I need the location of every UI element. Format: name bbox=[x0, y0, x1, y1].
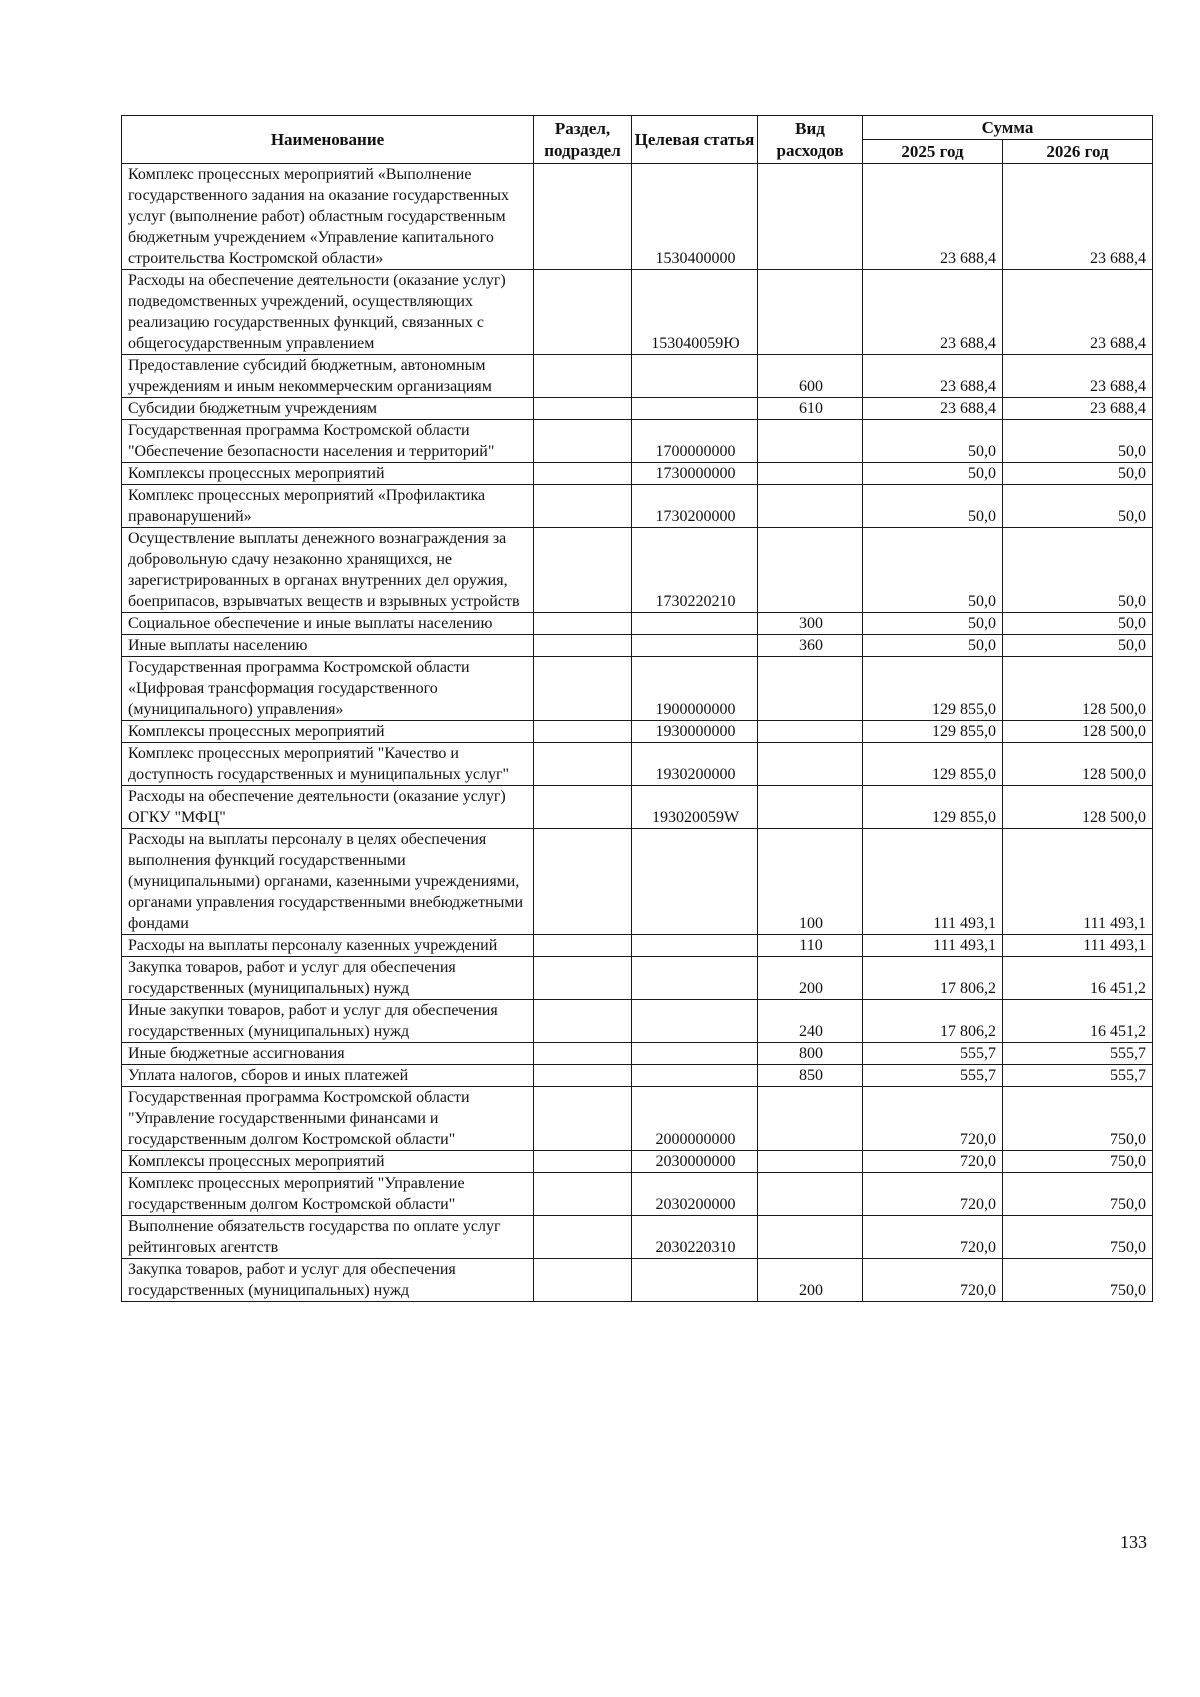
row-amount-2025: 720,0 bbox=[863, 1087, 1003, 1151]
row-section bbox=[534, 420, 632, 463]
table-row bbox=[122, 957, 1153, 1000]
row-amount-2025: 50,0 bbox=[863, 613, 1003, 635]
row-target: 1930000000 bbox=[632, 721, 758, 743]
row-amount-2026: 750,0 bbox=[1003, 1259, 1153, 1302]
table-row bbox=[122, 1043, 1153, 1065]
table-row bbox=[122, 1216, 1153, 1259]
row-target: 1730220210 bbox=[632, 528, 758, 613]
row-section bbox=[534, 829, 632, 935]
table-row bbox=[122, 355, 1153, 398]
row-amount-2026: 50,0 bbox=[1003, 420, 1153, 463]
row-amount-2025: 720,0 bbox=[863, 1259, 1003, 1302]
row-amount-2025: 720,0 bbox=[863, 1216, 1003, 1259]
row-target: 1730000000 bbox=[632, 463, 758, 485]
table-row bbox=[122, 270, 1153, 355]
row-type: 800 bbox=[758, 1043, 863, 1065]
row-target: 2030000000 bbox=[632, 1151, 758, 1173]
header-2026: 2026 год bbox=[1003, 140, 1153, 164]
row-amount-2026: 50,0 bbox=[1003, 613, 1153, 635]
row-amount-2025: 129 855,0 bbox=[863, 786, 1003, 829]
row-type: 360 bbox=[758, 635, 863, 657]
row-section bbox=[534, 463, 632, 485]
row-amount-2025: 50,0 bbox=[863, 528, 1003, 613]
row-amount-2026: 750,0 bbox=[1003, 1173, 1153, 1216]
table-row bbox=[122, 657, 1153, 721]
row-target: 193020059W bbox=[632, 786, 758, 829]
table-row bbox=[122, 398, 1153, 420]
row-section bbox=[534, 485, 632, 528]
table-row bbox=[122, 613, 1153, 635]
row-name: Комплекс процессных мероприятий "Управление государственным долгом Костромской области" bbox=[122, 1173, 534, 1216]
row-amount-2025: 111 493,1 bbox=[863, 829, 1003, 935]
table-header bbox=[122, 116, 1153, 164]
row-amount-2026: 750,0 bbox=[1003, 1216, 1153, 1259]
row-amount-2026: 23 688,4 bbox=[1003, 355, 1153, 398]
row-name: Комплекс процессных мероприятий «Выполнение государственного задания на оказание государственных услуг (выполнение работ) областным государственным бюджетным учреждением «Управление капитального строительства Костромской области» bbox=[122, 164, 534, 270]
row-amount-2026: 50,0 bbox=[1003, 463, 1153, 485]
row-section bbox=[534, 164, 632, 270]
row-name: Комплексы процессных мероприятий bbox=[122, 1151, 534, 1173]
row-target: 1530400000 bbox=[632, 164, 758, 270]
row-name: Государственная программа Костромской области «Цифровая трансформация государственного (муниципального) управления» bbox=[122, 657, 534, 721]
row-section bbox=[534, 1151, 632, 1173]
row-name: Государственная программа Костромской области "Управление государственными финансами и государственным долгом Костромской области" bbox=[122, 1087, 534, 1151]
row-section bbox=[534, 786, 632, 829]
table-row bbox=[122, 1259, 1153, 1302]
header-type: Вид расходов bbox=[758, 116, 863, 164]
row-type bbox=[758, 786, 863, 829]
row-type bbox=[758, 1087, 863, 1151]
row-amount-2026: 555,7 bbox=[1003, 1065, 1153, 1087]
row-section bbox=[534, 743, 632, 786]
row-amount-2025: 720,0 bbox=[863, 1173, 1003, 1216]
row-amount-2025: 129 855,0 bbox=[863, 657, 1003, 721]
row-target bbox=[632, 935, 758, 957]
row-name: Расходы на обеспечение деятельности (оказание услуг) подведомственных учреждений, осуществляющих реализацию государственных функций, связанных с общегосударственным управлением bbox=[122, 270, 534, 355]
row-amount-2026: 16 451,2 bbox=[1003, 1000, 1153, 1043]
table-row bbox=[122, 1173, 1153, 1216]
row-name: Комплексы процессных мероприятий bbox=[122, 721, 534, 743]
row-amount-2026: 128 500,0 bbox=[1003, 786, 1153, 829]
row-amount-2025: 50,0 bbox=[863, 485, 1003, 528]
row-type: 850 bbox=[758, 1065, 863, 1087]
page-number: 133 bbox=[1120, 1532, 1147, 1552]
row-name: Государственная программа Костромской области "Обеспечение безопасности населения и территорий" bbox=[122, 420, 534, 463]
table-row bbox=[122, 164, 1153, 270]
row-target bbox=[632, 1043, 758, 1065]
row-amount-2026: 111 493,1 bbox=[1003, 935, 1153, 957]
row-type bbox=[758, 657, 863, 721]
row-type bbox=[758, 164, 863, 270]
row-name: Выполнение обязательств государства по оплате услуг рейтинговых агентств bbox=[122, 1216, 534, 1259]
row-type bbox=[758, 1173, 863, 1216]
header-section: Раздел, подраздел bbox=[534, 116, 632, 164]
row-name: Комплекс процессных мероприятий «Профилактика правонарушений» bbox=[122, 485, 534, 528]
row-amount-2026: 111 493,1 bbox=[1003, 829, 1153, 935]
row-section bbox=[534, 635, 632, 657]
row-name: Расходы на выплаты персоналу в целях обеспечения выполнения функций государственными (муниципальными) органами, казенными учреждениями, органами управления государственными внебюджетными фондами bbox=[122, 829, 534, 935]
row-amount-2026: 555,7 bbox=[1003, 1043, 1153, 1065]
row-section bbox=[534, 270, 632, 355]
row-type: 610 bbox=[758, 398, 863, 420]
row-section bbox=[534, 1065, 632, 1087]
row-type bbox=[758, 1151, 863, 1173]
table-row bbox=[122, 420, 1153, 463]
row-name: Расходы на обеспечение деятельности (оказание услуг) ОГКУ "МФЦ" bbox=[122, 786, 534, 829]
header-sum: Сумма bbox=[863, 116, 1153, 140]
header-name: Наименование bbox=[122, 116, 534, 164]
row-type bbox=[758, 721, 863, 743]
row-amount-2026: 128 500,0 bbox=[1003, 743, 1153, 786]
row-section bbox=[534, 1043, 632, 1065]
table-row bbox=[122, 463, 1153, 485]
table-row bbox=[122, 1065, 1153, 1087]
table-row bbox=[122, 635, 1153, 657]
row-section bbox=[534, 1216, 632, 1259]
row-amount-2026: 50,0 bbox=[1003, 485, 1153, 528]
row-amount-2025: 17 806,2 bbox=[863, 957, 1003, 1000]
row-target bbox=[632, 355, 758, 398]
table-row bbox=[122, 1000, 1153, 1043]
row-amount-2026: 750,0 bbox=[1003, 1087, 1153, 1151]
row-amount-2025: 23 688,4 bbox=[863, 355, 1003, 398]
row-target bbox=[632, 957, 758, 1000]
header-target: Целевая статья bbox=[632, 116, 758, 164]
row-amount-2025: 50,0 bbox=[863, 635, 1003, 657]
row-amount-2026: 50,0 bbox=[1003, 635, 1153, 657]
table-row bbox=[122, 829, 1153, 935]
row-type bbox=[758, 1216, 863, 1259]
row-type bbox=[758, 270, 863, 355]
row-section bbox=[534, 398, 632, 420]
row-name: Иные закупки товаров, работ и услуг для обеспечения государственных (муниципальных) нужд bbox=[122, 1000, 534, 1043]
row-amount-2026: 23 688,4 bbox=[1003, 398, 1153, 420]
row-amount-2025: 720,0 bbox=[863, 1151, 1003, 1173]
row-name: Закупка товаров, работ и услуг для обеспечения государственных (муниципальных) нужд bbox=[122, 957, 534, 1000]
row-target: 2030220310 bbox=[632, 1216, 758, 1259]
row-amount-2025: 555,7 bbox=[863, 1043, 1003, 1065]
row-amount-2025: 17 806,2 bbox=[863, 1000, 1003, 1043]
table-row bbox=[122, 786, 1153, 829]
row-amount-2026: 128 500,0 bbox=[1003, 657, 1153, 721]
row-amount-2025: 23 688,4 bbox=[863, 398, 1003, 420]
row-name: Предоставление субсидий бюджетным, автономным учреждениям и иным некоммерческим организациям bbox=[122, 355, 534, 398]
row-section bbox=[534, 1259, 632, 1302]
row-target bbox=[632, 1000, 758, 1043]
row-section bbox=[534, 528, 632, 613]
row-target bbox=[632, 398, 758, 420]
row-section bbox=[534, 613, 632, 635]
row-amount-2026: 50,0 bbox=[1003, 528, 1153, 613]
table-row bbox=[122, 743, 1153, 786]
row-target: 2030200000 bbox=[632, 1173, 758, 1216]
row-type: 600 bbox=[758, 355, 863, 398]
row-type bbox=[758, 743, 863, 786]
table-row bbox=[122, 1087, 1153, 1151]
table-row bbox=[122, 528, 1153, 613]
row-amount-2025: 129 855,0 bbox=[863, 743, 1003, 786]
row-type bbox=[758, 420, 863, 463]
row-name: Иные выплаты населению bbox=[122, 635, 534, 657]
table-row bbox=[122, 935, 1153, 957]
row-section bbox=[534, 1173, 632, 1216]
row-target bbox=[632, 829, 758, 935]
row-amount-2026: 128 500,0 bbox=[1003, 721, 1153, 743]
row-amount-2026: 16 451,2 bbox=[1003, 957, 1153, 1000]
row-target: 1930200000 bbox=[632, 743, 758, 786]
table-body bbox=[122, 164, 1153, 1302]
row-name: Социальное обеспечение и иные выплаты населению bbox=[122, 613, 534, 635]
row-target: 2000000000 bbox=[632, 1087, 758, 1151]
row-section bbox=[534, 935, 632, 957]
row-amount-2026: 23 688,4 bbox=[1003, 164, 1153, 270]
row-amount-2025: 111 493,1 bbox=[863, 935, 1003, 957]
row-section bbox=[534, 1000, 632, 1043]
row-target bbox=[632, 1259, 758, 1302]
row-amount-2025: 23 688,4 bbox=[863, 270, 1003, 355]
row-target: 1730200000 bbox=[632, 485, 758, 528]
row-name: Иные бюджетные ассигнования bbox=[122, 1043, 534, 1065]
row-type: 200 bbox=[758, 957, 863, 1000]
row-type bbox=[758, 485, 863, 528]
row-amount-2025: 555,7 bbox=[863, 1065, 1003, 1087]
row-type: 240 bbox=[758, 1000, 863, 1043]
table-row bbox=[122, 721, 1153, 743]
row-section bbox=[534, 721, 632, 743]
row-amount-2026: 23 688,4 bbox=[1003, 270, 1153, 355]
row-type bbox=[758, 528, 863, 613]
row-target: 153040059Ю bbox=[632, 270, 758, 355]
row-target bbox=[632, 635, 758, 657]
row-section bbox=[534, 1087, 632, 1151]
table-row bbox=[122, 1151, 1153, 1173]
table-row bbox=[122, 485, 1153, 528]
row-amount-2026: 750,0 bbox=[1003, 1151, 1153, 1173]
row-section bbox=[534, 355, 632, 398]
row-target bbox=[632, 1065, 758, 1087]
budget-table bbox=[121, 115, 1153, 1302]
row-target: 1700000000 bbox=[632, 420, 758, 463]
row-name: Закупка товаров, работ и услуг для обеспечения государственных (муниципальных) нужд bbox=[122, 1259, 534, 1302]
row-name: Комплекс процессных мероприятий "Качество и доступность государственных и муниципальных услуг" bbox=[122, 743, 534, 786]
row-type: 100 bbox=[758, 829, 863, 935]
row-type: 300 bbox=[758, 613, 863, 635]
row-target: 1900000000 bbox=[632, 657, 758, 721]
row-amount-2025: 50,0 bbox=[863, 463, 1003, 485]
row-name: Комплексы процессных мероприятий bbox=[122, 463, 534, 485]
row-amount-2025: 50,0 bbox=[863, 420, 1003, 463]
row-type: 200 bbox=[758, 1259, 863, 1302]
row-name: Расходы на выплаты персоналу казенных учреждений bbox=[122, 935, 534, 957]
row-type: 110 bbox=[758, 935, 863, 957]
row-name: Субсидии бюджетным учреждениям bbox=[122, 398, 534, 420]
row-type bbox=[758, 463, 863, 485]
row-name: Осуществление выплаты денежного вознаграждения за добровольную сдачу незаконно хранящихся, не зарегистрированных в органах внутренних дел оружия, боеприпасов, взрывчатых веществ и взрывных устройств bbox=[122, 528, 534, 613]
row-section bbox=[534, 957, 632, 1000]
row-name: Уплата налогов, сборов и иных платежей bbox=[122, 1065, 534, 1087]
row-target bbox=[632, 613, 758, 635]
row-section bbox=[534, 657, 632, 721]
row-amount-2025: 23 688,4 bbox=[863, 164, 1003, 270]
row-amount-2025: 129 855,0 bbox=[863, 721, 1003, 743]
header-2025: 2025 год bbox=[863, 140, 1003, 164]
